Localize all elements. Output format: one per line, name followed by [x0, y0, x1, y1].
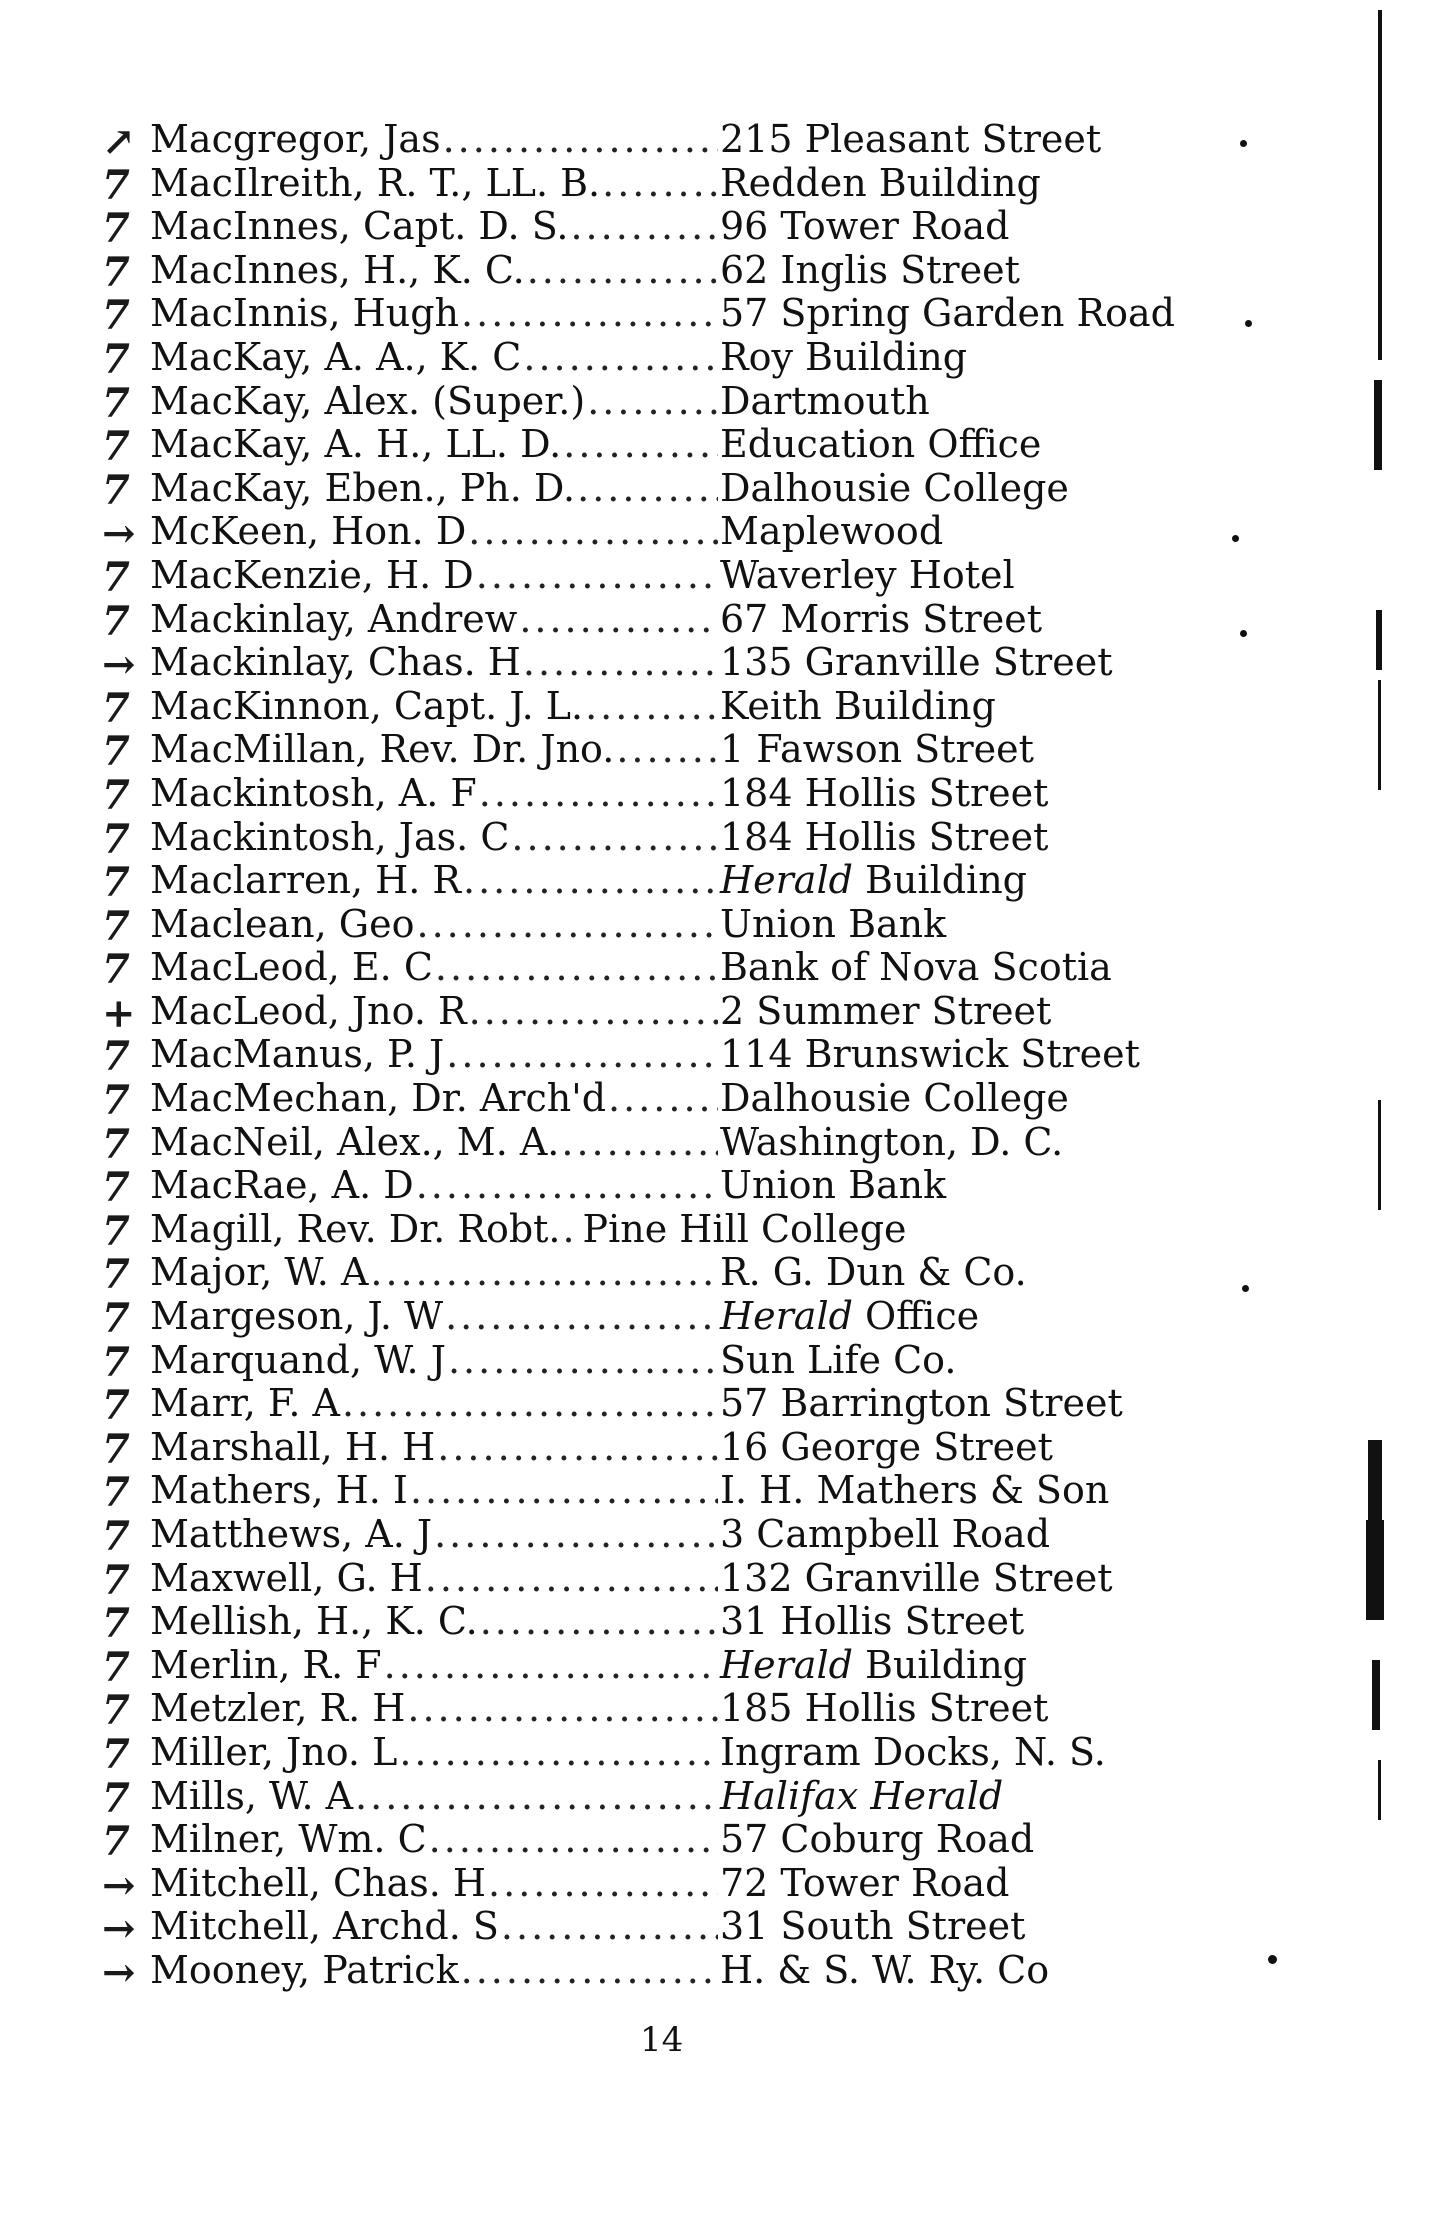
entry-address: Keith Building: [720, 683, 996, 728]
entry-name: MacInnes, Capt. D. S.: [150, 204, 569, 249]
entry-name: Marr, F. A: [150, 1381, 340, 1426]
list-item: [102, 1555, 1200, 1604]
entry-address: Waverley Hotel: [720, 552, 1015, 597]
entry-name: Maclarren, H. R: [150, 858, 462, 903]
dot-leader: [479, 772, 718, 816]
dot-leader: [446, 1033, 718, 1077]
check-mark-icon: 7: [102, 1251, 130, 1299]
entry-address: Herald Building: [720, 1642, 1027, 1687]
entry-address: 57 Spring Garden Road: [720, 291, 1175, 336]
check-mark-icon: 7: [102, 292, 130, 340]
list-item: [102, 770, 1200, 819]
dot-leader: [461, 1949, 718, 1993]
entry-address: Roy Building: [720, 334, 968, 379]
entry-address: 2 Summer Street: [720, 988, 1052, 1033]
margin-rule: [1374, 380, 1382, 470]
dot-leader: [407, 1687, 718, 1731]
dot-leader: [519, 598, 718, 642]
check-mark-icon: 7: [102, 1687, 130, 1735]
entry-name: Marquand, W. J: [150, 1337, 446, 1382]
entry-name: MacLeod, E. C: [150, 945, 433, 990]
entry-address: Maplewood: [720, 509, 944, 554]
entry-address: Redden Building: [720, 160, 1041, 205]
list-item: [102, 683, 1200, 732]
dot-leader: [602, 162, 718, 206]
entry-name: Maxwell, G. H: [150, 1555, 423, 1600]
list-item: [102, 1294, 1200, 1343]
list-item: [102, 1119, 1200, 1168]
list-item: [102, 1424, 1200, 1473]
check-mark-icon: 7: [102, 1033, 130, 1081]
entry-name: MacKinnon, Capt. J. L.: [150, 683, 584, 728]
check-mark-icon: 7: [102, 1164, 130, 1212]
directory-list: [102, 117, 1200, 1996]
dot-leader: [527, 249, 718, 293]
entry-address: Dalhousie College: [720, 1076, 1069, 1121]
entry-address: 96 Tower Road: [720, 204, 1010, 249]
check-mark-icon: 7: [102, 205, 130, 253]
check-mark-icon: 7: [102, 553, 130, 601]
dot-leader: [399, 1731, 718, 1775]
entry-name: MacInnis, Hugh: [150, 291, 460, 336]
entry-name: Miller, Jno. L: [150, 1729, 398, 1774]
dot-leader: [410, 1469, 718, 1513]
dot-leader: [434, 1513, 718, 1557]
check-mark-icon: →: [102, 1948, 136, 1996]
list-item: [102, 422, 1200, 471]
entry-address: 135 Granville Street: [720, 640, 1113, 685]
dot-leader: [417, 903, 719, 947]
entry-name: Mitchell, Chas. H: [150, 1860, 487, 1905]
dot-leader: [488, 1862, 718, 1906]
list-item: [102, 988, 1200, 1037]
check-mark-icon: 7: [102, 1382, 130, 1430]
entry-name: Mellish, H., K. C.: [150, 1599, 478, 1644]
list-item: [102, 552, 1200, 601]
entry-name: MacNeil, Alex., M. A.: [150, 1119, 560, 1164]
page-number: 14: [640, 2020, 684, 2060]
margin-dot: [1245, 320, 1252, 327]
check-mark-icon: 7: [102, 902, 130, 950]
entry-name: MacKay, Alex. (Super.): [150, 378, 586, 423]
entry-name: MacManus, P. J: [150, 1032, 445, 1077]
entry-name: MacKay, Eben., Ph. D.: [150, 465, 576, 510]
dot-leader: [585, 685, 718, 729]
entry-address: 184 Hollis Street: [720, 814, 1049, 859]
margin-rule: [1376, 610, 1382, 670]
entry-address: Herald Building: [720, 858, 1027, 903]
list-item: [102, 1642, 1200, 1691]
check-mark-icon: 7: [102, 815, 130, 863]
list-item: [102, 945, 1200, 994]
check-mark-icon: 7: [102, 684, 130, 732]
margin-dot: [1268, 1955, 1277, 1964]
entry-name: MacMillan, Rev. Dr. Jno.: [150, 727, 615, 772]
list-item: [102, 1512, 1200, 1560]
entry-name: Mackintosh, A. F: [150, 770, 477, 815]
list-item: [102, 1904, 1200, 1953]
entry-name: Margeson, J. W: [150, 1294, 444, 1339]
entry-address: Pine Hill College: [582, 1206, 907, 1251]
dot-leader: [616, 728, 718, 772]
list-item: [102, 1250, 1200, 1299]
check-mark-icon: 7: [102, 466, 130, 514]
entry-address: H. & S. W. Ry. Co: [720, 1947, 1050, 1992]
margin-dot: [1242, 1285, 1249, 1292]
entry-address: Dartmouth: [720, 378, 930, 423]
margin-rule: [1378, 10, 1382, 360]
entry-address: Herald Office: [720, 1294, 980, 1339]
dot-leader: [577, 467, 718, 511]
dot-leader: [461, 292, 718, 336]
check-mark-icon: 7: [102, 335, 130, 383]
entry-address: 184 Hollis Street: [720, 770, 1049, 815]
entry-address: Dalhousie College: [720, 465, 1069, 510]
list-item: [102, 1381, 1200, 1430]
list-item: [102, 596, 1200, 645]
list-item: [102, 509, 1200, 558]
list-item: [102, 1468, 1200, 1517]
entry-address: Bank of Nova Scotia: [720, 945, 1112, 990]
check-mark-icon: 7: [102, 1513, 130, 1560]
check-mark-icon: →: [102, 1905, 136, 1953]
list-item: [102, 291, 1200, 340]
dot-leader: [370, 1251, 718, 1295]
entry-address: 72 Tower Road: [720, 1860, 1010, 1905]
list-item: [102, 1076, 1200, 1125]
list-item: [102, 334, 1200, 383]
margin-dot: [1232, 535, 1239, 542]
dot-leader: [468, 510, 718, 554]
dot-leader: [435, 946, 718, 990]
entry-address: 62 Inglis Street: [720, 247, 1020, 292]
entry-name: MacKay, A. A., K. C: [150, 334, 522, 379]
entry-address: 57 Barrington Street: [720, 1381, 1123, 1426]
dot-leader: [469, 990, 718, 1034]
list-item: [102, 204, 1200, 253]
entry-name: Merlin, R. F: [150, 1642, 382, 1687]
check-mark-icon: 7: [102, 1730, 130, 1778]
entry-address: 31 Hollis Street: [720, 1599, 1025, 1644]
check-mark-icon: 7: [102, 771, 130, 819]
list-item: [102, 1686, 1200, 1735]
entry-name: MacMechan, Dr. Arch'd: [150, 1076, 607, 1121]
entry-address: 3 Campbell Road: [720, 1512, 1051, 1556]
dot-leader: [563, 1208, 581, 1252]
entry-name: Metzler, R. H: [150, 1686, 406, 1731]
entry-name: Major, W. A: [150, 1250, 369, 1295]
list-item: [102, 1773, 1200, 1822]
check-mark-icon: 7: [102, 1818, 130, 1866]
entry-address: R. G. Dun & Co.: [720, 1250, 1027, 1295]
dot-leader: [476, 554, 718, 598]
entry-address: Union Bank: [720, 901, 947, 946]
entry-name: MacKenzie, H. D: [150, 552, 474, 597]
entry-name: Magill, Rev. Dr. Robt.: [150, 1206, 561, 1251]
entry-name: Mills, W. A: [150, 1773, 354, 1818]
entry-address: 185 Hollis Street: [720, 1686, 1049, 1731]
dot-leader: [463, 859, 718, 903]
check-mark-icon: →: [102, 641, 136, 689]
entry-name: Macgregor, Jas: [150, 117, 441, 161]
margin-rule: [1378, 1100, 1381, 1210]
dot-leader: [501, 1905, 718, 1949]
entry-address: 57 Coburg Road: [720, 1817, 1035, 1862]
dot-leader: [437, 1426, 718, 1470]
entry-name: MacRae, A. D: [150, 1163, 414, 1208]
entry-name: Mackinlay, Chas. H: [150, 640, 521, 685]
list-item: [102, 1860, 1200, 1909]
dot-leader: [480, 1600, 718, 1644]
entry-name: MacInnes, H., K. C.: [150, 247, 525, 292]
entry-name: Mitchell, Archd. S: [150, 1904, 499, 1949]
entry-name: Mackintosh, Jas. C: [150, 814, 510, 859]
check-mark-icon: ↗: [102, 118, 136, 165]
list-item: [102, 727, 1200, 776]
list-item: [102, 901, 1200, 950]
entry-name: Milner, Wm. C: [150, 1817, 427, 1862]
dot-leader: [443, 118, 718, 162]
entry-address: Sun Life Co.: [720, 1337, 957, 1382]
check-mark-icon: 7: [102, 1643, 130, 1691]
dot-leader: [384, 1644, 718, 1688]
entry-address: 132 Granville Street: [720, 1555, 1113, 1600]
check-mark-icon: 7: [102, 248, 130, 296]
margin-dot: [1240, 630, 1247, 637]
list-item: [102, 1032, 1200, 1081]
list-item: [102, 1337, 1200, 1386]
check-mark-icon: 7: [102, 859, 130, 907]
entry-address: 114 Brunswick Street: [720, 1032, 1140, 1077]
entry-name: Mathers, H. I: [150, 1468, 408, 1513]
list-item: [102, 1163, 1200, 1212]
list-item: [102, 1206, 1200, 1255]
entry-name: Maclean, Geo: [150, 901, 415, 946]
entry-name: Mackinlay, Andrew: [150, 596, 518, 641]
list-item: [102, 465, 1200, 514]
entry-address: I. H. Mathers & Son: [720, 1468, 1110, 1513]
dot-leader: [511, 816, 718, 860]
margin-rule: [1378, 680, 1381, 790]
entry-address: 67 Morris Street: [720, 596, 1042, 641]
check-mark-icon: 7: [102, 1600, 130, 1648]
entry-name: MacLeod, Jno. R: [150, 988, 467, 1033]
list-item: [102, 378, 1200, 427]
check-mark-icon: 7: [102, 1425, 130, 1473]
entry-address: Ingram Docks, N. S.: [720, 1729, 1106, 1774]
entry-name: Marshall, H. H: [150, 1424, 436, 1469]
list-item: [102, 160, 1200, 209]
check-mark-icon: 7: [102, 1556, 130, 1604]
check-mark-icon: 7: [102, 728, 130, 776]
list-item: [102, 1947, 1200, 1996]
check-mark-icon: 7: [102, 161, 130, 209]
entry-name: Mooney, Patrick: [150, 1947, 459, 1992]
dot-leader: [608, 1077, 718, 1121]
margin-dot: [1240, 140, 1247, 147]
dot-leader: [448, 1339, 718, 1383]
entry-name: MacKay, A. H., LL. D.: [150, 422, 562, 467]
list-item: [102, 640, 1200, 689]
dot-leader: [342, 1382, 718, 1426]
dot-leader: [429, 1818, 718, 1862]
dot-leader: [587, 380, 718, 424]
margin-rule: [1372, 1660, 1380, 1730]
check-mark-icon: 7: [102, 1295, 130, 1343]
list-item: [102, 858, 1200, 907]
check-mark-icon: 7: [102, 1774, 130, 1822]
dot-leader: [425, 1557, 718, 1601]
check-mark-icon: →: [102, 1861, 136, 1909]
margin-rule: [1378, 1760, 1381, 1820]
entry-name: MacIlreith, R. T., LL. B.: [150, 160, 601, 205]
entry-address: 31 South Street: [720, 1904, 1026, 1949]
entry-address: Education Office: [720, 422, 1042, 467]
entry-name: Matthews, A. J: [150, 1512, 433, 1556]
list-item: [102, 247, 1200, 296]
dot-leader: [355, 1775, 718, 1819]
list-item: [102, 1729, 1200, 1778]
dot-leader: [523, 641, 718, 685]
check-mark-icon: 7: [102, 1338, 130, 1386]
dot-leader: [563, 423, 718, 467]
entry-address: 1 Fawson Street: [720, 727, 1034, 772]
entry-address: Halifax Herald: [720, 1773, 1004, 1818]
list-item: [102, 814, 1200, 863]
list-item: [102, 1817, 1200, 1866]
check-mark-icon: 7: [102, 379, 130, 427]
dot-leader: [561, 1121, 718, 1165]
dot-leader: [416, 1164, 718, 1208]
dot-leader: [523, 336, 718, 380]
dot-leader: [445, 1295, 718, 1339]
check-mark-icon: +: [102, 989, 136, 1037]
check-mark-icon: 7: [102, 1469, 130, 1517]
entry-address: 16 George Street: [720, 1424, 1053, 1469]
list-item: [102, 1599, 1200, 1648]
check-mark-icon: 7: [102, 946, 130, 994]
check-mark-icon: 7: [102, 1077, 130, 1125]
check-mark-icon: 7: [102, 1207, 130, 1255]
check-mark-icon: 7: [102, 1120, 130, 1168]
check-mark-icon: →: [102, 510, 136, 558]
entry-name: McKeen, Hon. D: [150, 509, 467, 554]
check-mark-icon: 7: [102, 597, 130, 645]
list-item: [102, 117, 1200, 165]
dot-leader: [570, 205, 718, 249]
entry-address: 215 Pleasant Street: [720, 117, 1102, 161]
margin-rule: [1366, 1520, 1384, 1620]
entry-address: Union Bank: [720, 1163, 947, 1208]
entry-address: Washington, D. C.: [720, 1119, 1064, 1164]
check-mark-icon: 7: [102, 423, 130, 471]
